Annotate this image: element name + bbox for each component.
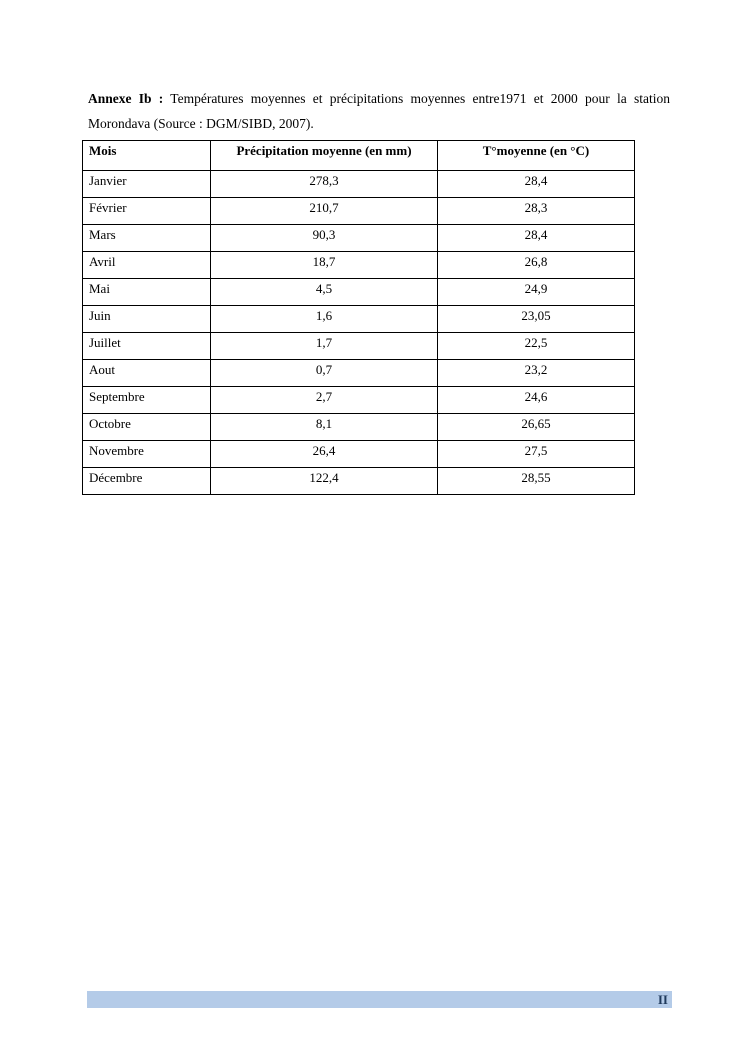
cell-month: Juin bbox=[83, 306, 211, 333]
header-temperature: T°moyenne (en °C) bbox=[438, 141, 635, 171]
header-precipitation: Précipitation moyenne (en mm) bbox=[211, 141, 438, 171]
cell-month: Novembre bbox=[83, 441, 211, 468]
cell-precipitation: 2,7 bbox=[211, 387, 438, 414]
cell-precipitation: 210,7 bbox=[211, 198, 438, 225]
cell-month: Février bbox=[83, 198, 211, 225]
cell-month: Mars bbox=[83, 225, 211, 252]
cell-temperature: 22,5 bbox=[438, 333, 635, 360]
cell-precipitation: 1,7 bbox=[211, 333, 438, 360]
cell-temperature: 27,5 bbox=[438, 441, 635, 468]
table-header-row bbox=[83, 141, 635, 171]
cell-month: Janvier bbox=[83, 171, 211, 198]
cell-month: Juillet bbox=[83, 333, 211, 360]
cell-temperature: 28,55 bbox=[438, 468, 635, 495]
table-row bbox=[83, 252, 635, 279]
table-row bbox=[83, 279, 635, 306]
cell-precipitation: 90,3 bbox=[211, 225, 438, 252]
cell-month: Octobre bbox=[83, 414, 211, 441]
cell-precipitation: 26,4 bbox=[211, 441, 438, 468]
cell-month: Avril bbox=[83, 252, 211, 279]
table-row bbox=[83, 171, 635, 198]
cell-temperature: 23,05 bbox=[438, 306, 635, 333]
caption-label: Annexe Ib : bbox=[88, 91, 164, 106]
cell-month: Mai bbox=[83, 279, 211, 306]
table-caption bbox=[88, 86, 670, 136]
table-row bbox=[83, 414, 635, 441]
cell-precipitation: 8,1 bbox=[211, 414, 438, 441]
cell-month: Aout bbox=[83, 360, 211, 387]
footer-bar bbox=[87, 991, 672, 1008]
cell-precipitation: 1,6 bbox=[211, 306, 438, 333]
cell-temperature: 26,65 bbox=[438, 414, 635, 441]
cell-month: Décembre bbox=[83, 468, 211, 495]
cell-temperature: 24,6 bbox=[438, 387, 635, 414]
cell-precipitation: 4,5 bbox=[211, 279, 438, 306]
table-row bbox=[83, 225, 635, 252]
table-row bbox=[83, 306, 635, 333]
table-row bbox=[83, 198, 635, 225]
cell-temperature: 24,9 bbox=[438, 279, 635, 306]
cell-temperature: 23,2 bbox=[438, 360, 635, 387]
table-row bbox=[83, 360, 635, 387]
table-row bbox=[83, 468, 635, 495]
cell-month: Septembre bbox=[83, 387, 211, 414]
cell-temperature: 28,4 bbox=[438, 171, 635, 198]
header-month: Mois bbox=[83, 141, 211, 171]
cell-precipitation: 18,7 bbox=[211, 252, 438, 279]
page-number: II bbox=[657, 992, 668, 1007]
table-row bbox=[83, 387, 635, 414]
table-row bbox=[83, 333, 635, 360]
caption-text: Températures moyennes et précipitations moyennes entre1971 et 2000 pour la station Morondava (Source : DGM/SIBD, 2007). bbox=[88, 91, 670, 131]
table-row bbox=[83, 441, 635, 468]
cell-temperature: 28,3 bbox=[438, 198, 635, 225]
cell-temperature: 28,4 bbox=[438, 225, 635, 252]
climate-table bbox=[82, 140, 635, 495]
cell-temperature: 26,8 bbox=[438, 252, 635, 279]
cell-precipitation: 278,3 bbox=[211, 171, 438, 198]
cell-precipitation: 122,4 bbox=[211, 468, 438, 495]
cell-precipitation: 0,7 bbox=[211, 360, 438, 387]
